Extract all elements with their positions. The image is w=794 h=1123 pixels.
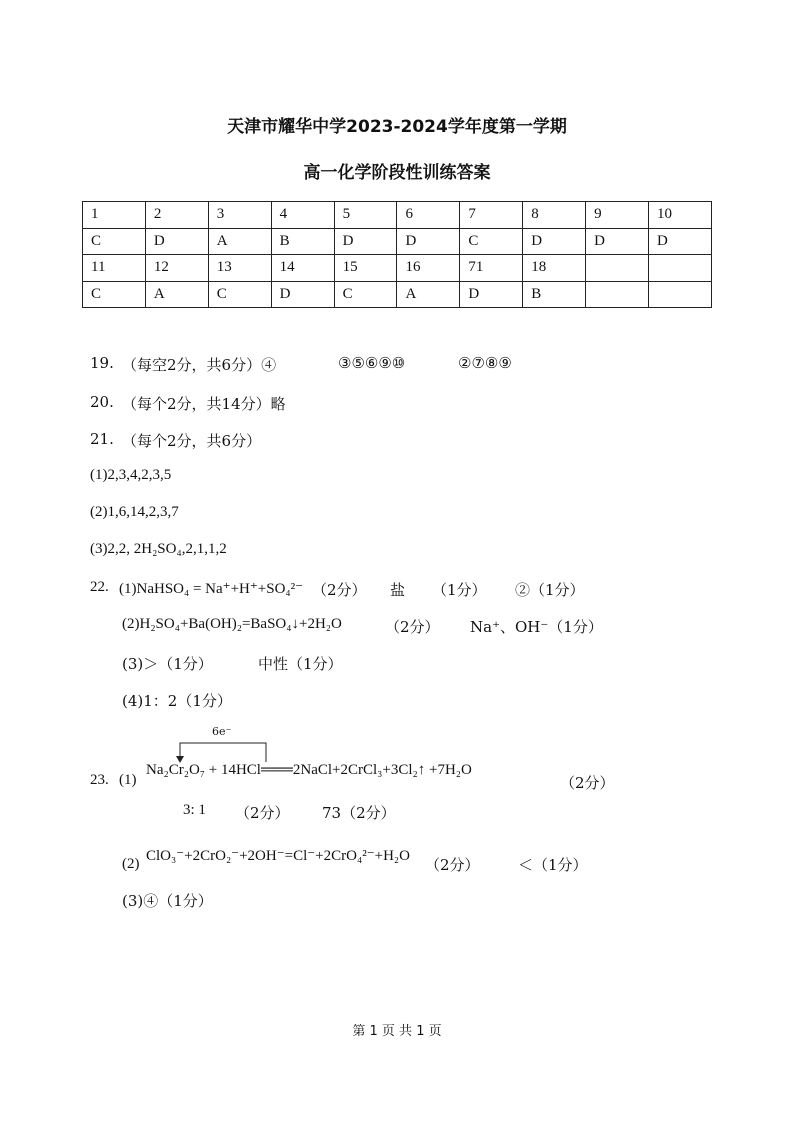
q23-number: 23. [90, 772, 109, 788]
q23-part1-equation: Na₂Cr₂O₇ + 14HCl═══2NaCl+2CrCl₃+3Cl₂↑ +7H₂O [146, 762, 472, 778]
q22-part1-score: （2分） [312, 581, 367, 599]
electron-transfer-arrow [170, 738, 280, 764]
table-cell: C [83, 281, 146, 308]
table-cell [649, 255, 712, 282]
q22-part1-answer: ②（1分） [515, 581, 585, 599]
q23-mass: 73（2分） [322, 804, 396, 822]
q21-part3: (3)2,2, 2H₂SO₄,2,1,1,2 [90, 541, 227, 557]
table-cell: B [523, 281, 586, 308]
table-row [83, 281, 712, 308]
table-cell: 9 [586, 202, 649, 229]
table-cell [586, 255, 649, 282]
q23-part3: (3)④（1分） [122, 892, 213, 910]
q22-part1-salt-score: （1分） [432, 581, 487, 599]
table-cell: 14 [271, 255, 334, 282]
table-cell: D [145, 228, 208, 255]
table-cell: 18 [523, 255, 586, 282]
q21-scoring: （每个2分，共6分） [122, 432, 262, 450]
page-footer: 第 1 页 共 1 页 [352, 1024, 442, 1039]
table-cell: D [649, 228, 712, 255]
table-cell: 10 [649, 202, 712, 229]
q23-part2-equation: ClO₃⁻+2CrO₂⁻+2OH⁻=Cl⁻+2CrO₄²⁻+H₂O [146, 848, 410, 864]
table-cell: 16 [397, 255, 460, 282]
document-subtitle: 高一化学阶段性训练答案 [303, 163, 491, 183]
q23-part2-compare: ＜（1分） [518, 856, 588, 874]
q22-part4: (4)1：2（1分） [122, 692, 232, 710]
q22-part1-equation: (1)NaHSO₄ = Na⁺+H⁺+SO₄²⁻ [119, 581, 304, 597]
q23-part2-score: （2分） [425, 856, 480, 874]
table-cell: D [523, 228, 586, 255]
table-row [83, 255, 712, 282]
table-cell: C [208, 281, 271, 308]
table-cell: 8 [523, 202, 586, 229]
table-cell: C [460, 228, 523, 255]
q23-ratio: 3: 1 [183, 802, 206, 818]
table-cell: A [208, 228, 271, 255]
table-cell: D [334, 228, 397, 255]
q23-ratio-score: （2分） [235, 804, 290, 822]
q23-part1-score: （2分） [560, 774, 615, 792]
q20-number: 20. [90, 393, 114, 411]
q23-part2-label: (2) [122, 856, 140, 872]
q21-number: 21. [90, 430, 114, 448]
table-cell: C [334, 281, 397, 308]
q21-part2: (2)1,6,14,2,3,7 [90, 504, 179, 520]
table-cell: D [586, 228, 649, 255]
table-row [83, 202, 712, 229]
table-cell [586, 281, 649, 308]
q22-part3-answer: (3)＞（1分） [122, 655, 213, 673]
table-cell: D [460, 281, 523, 308]
table-cell: D [397, 228, 460, 255]
q22-part3-neutral: 中性（1分） [258, 655, 343, 673]
table-cell: 6 [397, 202, 460, 229]
q19-answer-3: ②⑦⑧⑨ [458, 354, 512, 372]
table-row [83, 228, 712, 255]
table-cell: 7 [460, 202, 523, 229]
q23-part1-label: (1) [119, 772, 137, 788]
document-title: 天津市耀华中学2023-2024学年度第一学期 [227, 117, 567, 137]
table-cell: 13 [208, 255, 271, 282]
table-cell: 12 [145, 255, 208, 282]
table-cell: 5 [334, 202, 397, 229]
electron-transfer-label: 6e⁻ [212, 725, 232, 738]
table-cell: 4 [271, 202, 334, 229]
table-cell: A [145, 281, 208, 308]
table-cell [649, 281, 712, 308]
table-cell: C [83, 228, 146, 255]
q19-answer-2: ③⑤⑥⑨⑩ [338, 354, 406, 372]
q22-part2-equation: (2)H₂SO₄+Ba(OH)₂=BaSO₄↓+2H₂O [122, 616, 342, 632]
table-cell: D [271, 281, 334, 308]
q22-part1-salt: 盐 [390, 581, 406, 599]
q21-part1: (1)2,3,4,2,3,5 [90, 467, 172, 483]
table-cell: B [271, 228, 334, 255]
q20-answer: （每个2分，共14分）略 [122, 395, 286, 413]
q19-answer-1: （每空2分，共6分）④ [122, 356, 277, 374]
answer-table [82, 201, 712, 308]
q19-number: 19. [90, 354, 114, 372]
table-cell: A [397, 281, 460, 308]
table-cell: 3 [208, 202, 271, 229]
q22-part2-ions: Na⁺、OH⁻（1分） [470, 618, 603, 636]
table-cell: 11 [83, 255, 146, 282]
table-cell: 2 [145, 202, 208, 229]
q22-number: 22. [90, 579, 109, 595]
table-cell: 1 [83, 202, 146, 229]
table-cell: 15 [334, 255, 397, 282]
q22-part2-score: （2分） [385, 618, 440, 636]
table-cell: 71 [460, 255, 523, 282]
